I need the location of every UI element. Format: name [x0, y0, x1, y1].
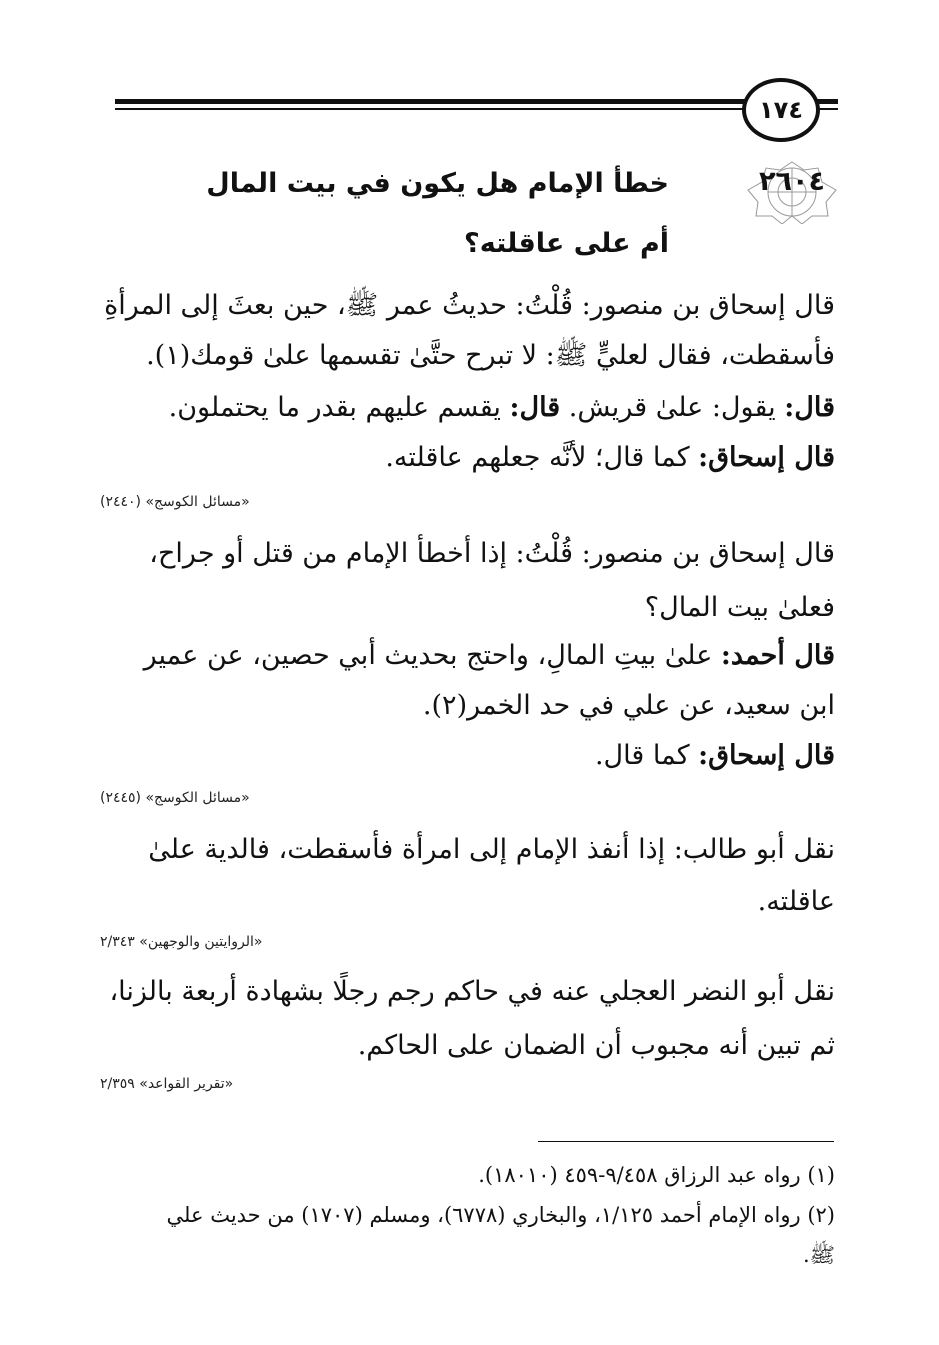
issue-title-line1: خطأ الإمام هل يكون في بيت المال [206, 168, 669, 199]
para2-line2: فعلىٰ بيت المال؟ [644, 592, 835, 623]
para1-line2: فأسقطت، فقال لعليٍّ ﷺ: لا تبرح حتَّىٰ تقسمها علىٰ قومك(١). [146, 340, 835, 371]
footnote-2-cont: ﷺ. [802, 1243, 835, 1267]
issue-title-line2: أم على عاقلته؟ [464, 228, 669, 259]
ishaq-label-2: قال إسحاق: [698, 740, 835, 771]
ishaq-line-2 [595, 740, 835, 771]
header-rule-thin [115, 108, 750, 110]
para4-line1: نقل أبو النضر العجلي عنه في حاكم رجم رجلًا بشهادة أربعة بالزنا، [109, 976, 835, 1007]
ahmad-text-1: علىٰ بيتِ المالِ، واحتج بحديث أبي حصين، عن عمير [143, 640, 713, 671]
qa-label-2: قال: [509, 392, 561, 423]
source-citation-3: «الروايتين والوجهين» ٢/٣٤٣ [100, 934, 263, 950]
qa-text-2: يقسم عليهم بقدر ما يحتملون. [168, 392, 501, 423]
para4-line2: ثم تبين أنه مجبوب أن الضمان على الحاكم. [357, 1030, 835, 1061]
qa-label-1: قال: [784, 392, 835, 423]
header-rule [115, 99, 750, 104]
source-citation-1: «مسائل الكوسج» (٢٤٤٠) [100, 494, 250, 510]
ishaq-text-1: كما قال؛ لأنَّه جعلهم عاقلته. [385, 442, 690, 473]
page-number: ١٧٤ [742, 78, 820, 142]
para1-line1: قال إسحاق بن منصور: قُلْتُ: حديثُ عمر ﷺ، حين بعثَ إلى المرأةِ [104, 290, 835, 321]
para3-line1: نقل أبو طالب: إذا أنفذ الإمام إلى امرأة فأسقطت، فالدية علىٰ [148, 834, 835, 865]
ishaq-text-2: كما قال. [594, 740, 690, 771]
ishaq-line-1 [385, 442, 835, 473]
issue-number: ٢٦٠٤ [759, 166, 825, 197]
footnote-1: (١) رواه عبد الرزاق ٩/٤٥٨-٤٥٩ (١٨٠١٠). [478, 1163, 835, 1187]
source-citation-4: «تقرير القواعد» ٢/٣٥٩ [100, 1076, 234, 1092]
ishaq-label-1: قال إسحاق: [698, 442, 835, 473]
footnote-2: (٢) رواه الإمام أحمد ١/١٢٥، والبخاري (٦٧٧٨)، ومسلم (١٧٠٧) من حديث علي [166, 1203, 835, 1227]
para3-line2: عاقلته. [757, 886, 835, 917]
para2-line1: قال إسحاق بن منصور: قُلْتُ: إذا أخطأ الإمام من قتل أو جراح، [149, 538, 835, 569]
ahmad-line-1 [144, 640, 835, 671]
qa-text-1: يقول: علىٰ قريش. [568, 392, 776, 423]
footnote-rule [538, 1141, 834, 1142]
source-citation-2: «مسائل الكوسج» (٢٤٤٥) [100, 790, 250, 806]
qa-line [169, 392, 835, 423]
ahmad-label: قال أحمد: [720, 640, 835, 671]
ahmad-line-2: ابن سعيد، عن علي في حد الخمر(٢). [422, 690, 835, 721]
